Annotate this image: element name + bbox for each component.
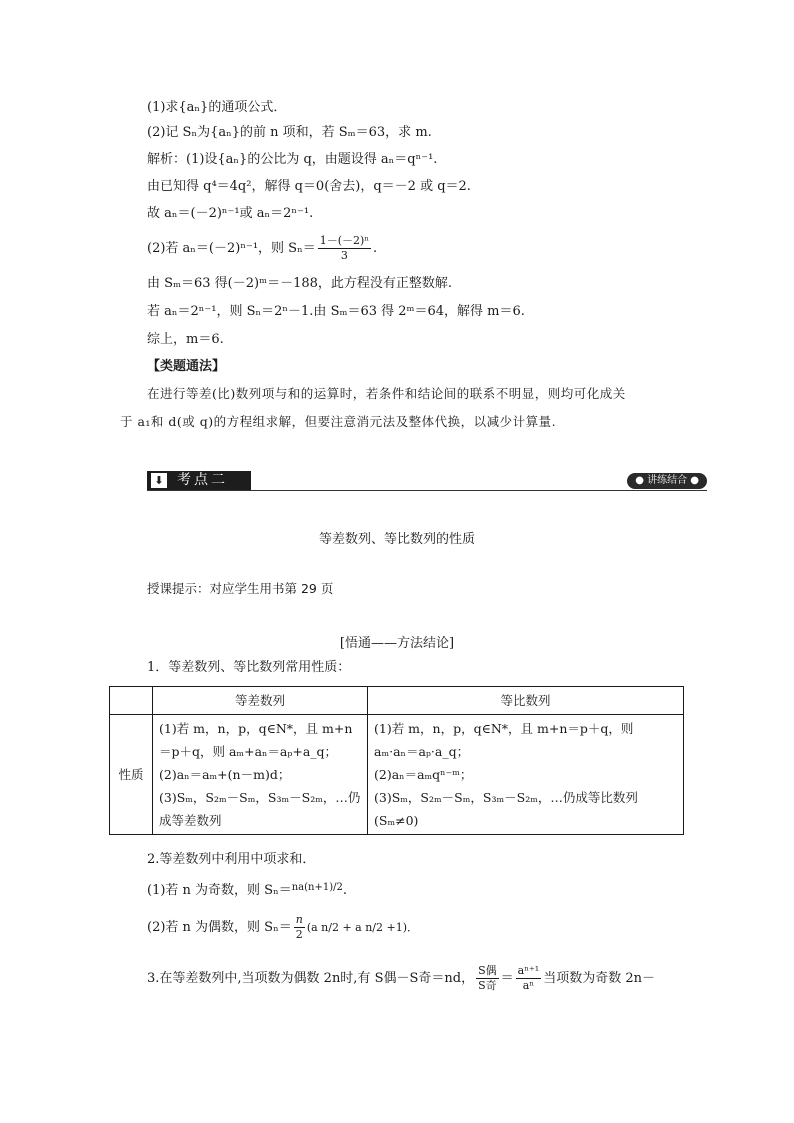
solution-line-4: [147, 234, 377, 263]
download-arrow-icon: ⬇: [151, 473, 167, 488]
sum-fraction-denominator: 3: [340, 249, 348, 262]
ratio-equals: ＝: [500, 971, 514, 986]
solution-line-1: 解析：(1)设{aₙ}的公比为 q，由题设得 aₙ＝qⁿ⁻¹.: [147, 152, 438, 167]
ratio-left-numerator: S偶: [478, 964, 497, 977]
item-3-line: [147, 964, 655, 993]
even-case-fraction: [294, 913, 305, 942]
solution-line-2: 由已知得 q⁴＝4q²，解得 q＝0(舍去)，q＝－2 或 q＝2.: [147, 179, 471, 194]
section-divider: [147, 490, 707, 491]
arith-line-1: (1)若 m，n，p，q∈N*，且 m+n: [159, 721, 353, 736]
question-1: (1)求{aₙ}的通项公式．: [147, 100, 287, 115]
section-bar: [147, 471, 707, 493]
odd-case-suffix: .: [342, 883, 347, 898]
arith-line-4: (3)Sₘ，S₂ₘ－Sₘ，S₃ₘ－S₂ₘ，…仍: [159, 790, 361, 805]
even-case-suffix: (a n/2 + a n/2 +1)．: [306, 921, 419, 934]
arith-line-5: 成等差数列: [159, 813, 222, 828]
table-header-geom: 等比数列: [368, 687, 684, 715]
odd-case-line: [147, 879, 347, 900]
tip-line-1: 在进行等差(比)数列项与和的运算时，若条件和结论间的联系不明显，则均可化成关: [147, 386, 626, 401]
section-tab-label: 考点二: [177, 472, 228, 488]
solution-line-4-suffix: .: [373, 241, 378, 256]
even-fraction-denominator: 2: [295, 928, 303, 941]
props-heading: 1．等差数列、等比数列常用性质：: [147, 660, 351, 675]
arith-line-2: ＝p＋q，则 aₘ+aₙ＝aₚ+a_q；: [159, 744, 338, 759]
even-case-line: [147, 913, 418, 942]
odd-case-prefix: (1)若 n 为奇数，则 Sₙ＝: [147, 883, 292, 898]
ratio-left-denominator: S奇: [478, 979, 497, 992]
middle-term-heading: 2.等差数列中利用中项求和．: [147, 852, 316, 867]
item-3-suffix: 当项数为奇数 2n－: [543, 971, 655, 986]
table-header-row: [110, 687, 684, 715]
table-corner-cell: [110, 687, 153, 715]
ratio-fraction-right: [516, 964, 542, 993]
arith-line-3: (2)aₙ＝aₘ+(n－m)d；: [159, 767, 291, 782]
even-fraction-numerator: n: [295, 913, 303, 926]
solution-line-5: 由 Sₘ＝63 得(－2)ᵐ＝－188，此方程没有正整数解.: [147, 276, 453, 291]
even-case-prefix: (2)若 n 为偶数，则 Sₙ＝: [147, 920, 292, 935]
ratio-fraction-left: [476, 964, 499, 993]
section-tab: [147, 471, 251, 490]
properties-table: [109, 686, 684, 835]
solution-line-3: 故 aₙ＝(－2)ⁿ⁻¹或 aₙ＝2ⁿ⁻¹.: [147, 206, 314, 221]
tip-title: 【类题通法】: [147, 359, 226, 374]
arith-properties-cell: [153, 715, 368, 835]
table-row-label: 性质: [110, 715, 153, 835]
section-title: 等差数列、等比数列的性质: [318, 532, 475, 547]
method-heading: [悟通——方法结论]: [339, 636, 455, 651]
sum-fraction-numerator: 1－(－2)ⁿ: [319, 234, 370, 247]
solution-line-4-prefix: (2)若 aₙ＝(－2)ⁿ⁻¹，则 Sₙ＝: [147, 241, 316, 256]
question-2: (2)记 Sₙ为{aₙ}的前 n 项和，若 Sₘ＝63，求 m.: [147, 125, 432, 140]
geom-line-5: (Sₘ≠0): [374, 813, 419, 828]
geom-line-1: (1)若 m，n，p，q∈N*，且 m+n＝p＋q，则: [374, 721, 634, 736]
geom-line-4: (3)Sₘ，S₂ₘ－Sₘ，S₃ₘ－S₂ₘ，…仍成等比数列: [374, 790, 638, 805]
geom-properties-cell: [368, 715, 684, 835]
section-badge: ● 讲练结合 ●: [627, 473, 707, 489]
tip-line-2: 于 a₁和 d(或 q)的方程组求解，但要注意消元法及整体代换，以减少计算量.: [120, 414, 557, 429]
sum-fraction: [318, 234, 371, 263]
ratio-right-numerator: aⁿ⁺¹: [517, 964, 540, 977]
section-hint: 授课提示：对应学生用书第 29 页: [147, 581, 334, 596]
solution-line-7: 综上，m＝6.: [147, 332, 224, 347]
geom-line-3: (2)aₙ＝aₘqⁿ⁻ᵐ；: [374, 767, 473, 782]
ratio-right-denominator: aⁿ: [522, 979, 535, 992]
odd-case-formula: na(n+1)/2: [291, 882, 343, 893]
item-3-prefix: 3.在等差数列中,当项数为偶数 2n时,有 S偶－S奇＝nd，: [147, 971, 475, 986]
solution-line-6: 若 aₙ＝2ⁿ⁻¹，则 Sₙ＝2ⁿ－1.由 Sₘ＝63 得 2ᵐ＝64，解得 m＝6.: [147, 304, 525, 319]
table-header-arith: 等差数列: [153, 687, 368, 715]
table-row: [110, 715, 684, 835]
geom-line-2: aₘ·aₙ＝aₚ·a_q；: [374, 744, 470, 759]
